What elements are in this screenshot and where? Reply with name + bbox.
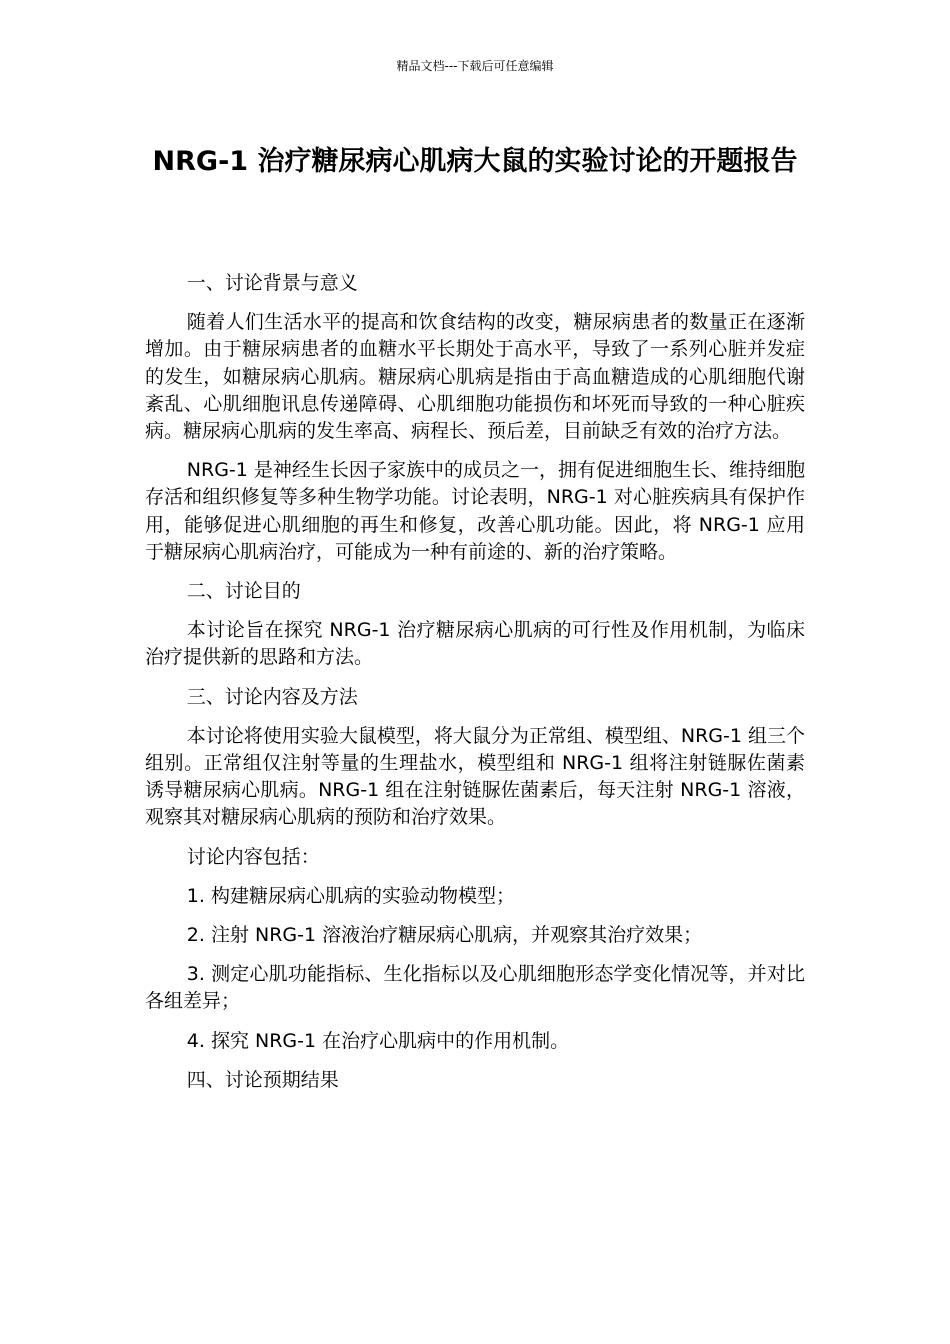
paragraph-background: 随着人们生活水平的提高和饮食结构的改变，糖尿病患者的数量正在逐渐增加。由于糖尿病患者的血糖水平长期处于高水平，导致了一系列心脏并发症的发生，如糖尿病心肌病。糖尿病心肌病是指由于高血糖造成的心肌细胞代谢紊乱、心肌细胞讯息传递障碍、心肌细胞功能损伤和坏死而导致的一种心脏疾病。糖尿病心肌病的发生率高、病程长、预后差，目前缺乏有效的治疗方法。 bbox=[145, 311, 805, 443]
header-note: 精品文档---下载后可任意编辑 bbox=[396, 59, 554, 73]
paragraph-methods: 本讨论将使用实验大鼠模型，将大鼠分为正常组、模型组、NRG-1 组三个组别。正常组仅注射等量的生理盐水，模型组和 NRG-1 组将注射链脲佐菌素诱导糖尿病心肌病。NRG-1 组在注射链脲佐菌素后，每天注射 NRG-1 溶液，观察其对糖尿病心肌病的预防和治疗效果。 bbox=[145, 724, 805, 829]
section-heading-purpose: 二、讨论目的 bbox=[186, 580, 301, 603]
list-item: 4. 探究 NRG-1 在治疗心肌病中的作用机制。 bbox=[186, 1029, 570, 1052]
paragraph-content-intro: 讨论内容包括： bbox=[186, 845, 320, 868]
paragraph-nrg1-intro: NRG-1 是神经生长因子家族中的成员之一，拥有促进细胞生长、维持细胞存活和组织修复等多种生物学功能。讨论表明，NRG-1 对心脏疾病具有保护作用，能够促进心肌细胞的再生和修复，改善心肌功能。因此，将 NRG-1 应用于糖尿病心肌病治疗，可能成为一种有前途的、新的治疗策略。 bbox=[145, 459, 805, 563]
list-item: 2. 注射 NRG-1 溶液治疗糖尿病心肌病，并观察其治疗效果； bbox=[186, 924, 703, 947]
section-heading-background: 一、讨论背景与意义 bbox=[186, 272, 358, 294]
section-heading-methods: 三、讨论内容及方法 bbox=[186, 685, 358, 708]
list-item: 1. 构建糖尿病心肌病的实验动物模型； bbox=[186, 884, 515, 907]
document-body bbox=[145, 270, 805, 1106]
list-item: 3. 测定心肌功能指标、生化指标以及心肌细胞形态学变化情况等，并对比各组差异； bbox=[145, 963, 805, 1013]
paragraph-purpose: 本讨论旨在探究 NRG-1 治疗糖尿病心肌病的可行性及作用机制，为临床治疗提供新的思路和方法。 bbox=[145, 619, 805, 669]
document-title: NRG-1 治疗糖尿病心肌病大鼠的实验讨论的开题报告 bbox=[152, 146, 798, 177]
section-heading-expected: 四、讨论预期结果 bbox=[186, 1068, 339, 1091]
